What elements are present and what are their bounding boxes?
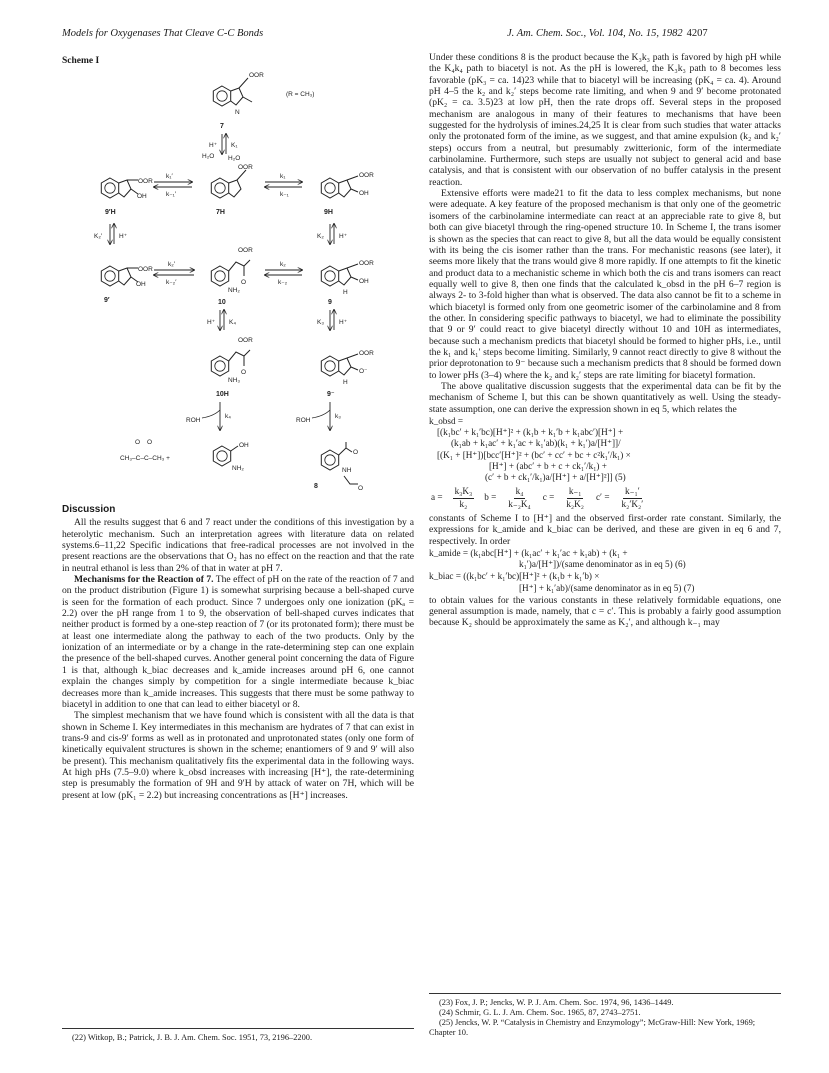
paragraph-constants: constants of Scheme I to [H⁺] and the observed first-order rate constant. Similarly, the expressions for k_amide and k_biac can be derived, and these are given in eq 6 and 7, respectively. In order bbox=[429, 512, 781, 547]
atom-n: N bbox=[235, 109, 240, 116]
roh-label-2: ROH bbox=[296, 417, 311, 424]
running-header-title: Models for Oxygenases That Cleave C-C Bonds bbox=[62, 28, 264, 39]
substituent-oor: OOR bbox=[359, 260, 374, 267]
equation-6 bbox=[429, 548, 781, 570]
paragraph-conditions: Under these conditions 8 is the product because the K₃k₃ path is favored by high pH while the K₄k₄ path to biacetyl is not. As the pH is lowered, the K₃k₃ path to 8 becomes less favorable (pK₃ = ca. 14)23 while that to biacetyl will be increasing (pK₄ = ca. 4). Around pH 4–5 the k₂ and k₂′ steps become rate limiting, and when 9 and 9′ become protonated (pK₂ = ca. 3.5)23 at low pH, then the rate drops off. Several steps in the proposed mechanism are analogous in many of their features to mechanisms that have been suggested for the hydrolysis of imines.24,25 It is clear from such studies that water attacks only the protonated form of the imine, as we suggest, and that amine expulsion (k₂ and k₂′ steps) occurs from a neutral, but presumably zwitterionic, form of the intermediate carbinolamine. Furthermore, such steps are usually not subject to general acid and base catalysis, and that is consistent with our observation of no buffer catalysis in the present reaction. bbox=[429, 52, 781, 188]
eq5-line-5-text: (c′ + b + ck₁′/k₁)a/[H⁺] + a/[H⁺]²]] bbox=[485, 472, 613, 483]
paragraph-qualitative: The above qualitative discussion suggests that the experimental data can be fit by the mechanism of Scheme I, but this can be shown quantitatively as well. Using the steady-state assumption, one can derive the expression shown in eq 5, which relates the bbox=[429, 380, 781, 415]
label-9H: 9H bbox=[324, 209, 333, 216]
const-cp-num: k₋₁′ bbox=[623, 486, 642, 498]
compound-10 bbox=[211, 247, 253, 306]
paragraph-assumption: to obtain values for the various constants in these relatively formidable equations, one general assumption is made, namely, that c = c′. This is probably a fairly good assumption because K₂ should be approximately the same as K₂′, and although k₋₁ may bbox=[429, 594, 781, 629]
atom-o: O bbox=[353, 449, 359, 456]
eq5-line-4: [H⁺] + (abc′ + b + c + ck₁′/k₁) + bbox=[489, 460, 607, 471]
footnote-24: (24) Schmir, G. L. J. Am. Chem. Soc. 1965, 87, 2743–2751. bbox=[439, 1008, 641, 1017]
eq5-line-2: (k₁ab + k₁ac′ + k₁′ac + k₁′ab)(k₁ + k₁′)a/[H⁺]]/ bbox=[451, 438, 621, 449]
label-7H: 7H bbox=[216, 209, 225, 216]
label-k1-prime: k₁′ bbox=[166, 173, 173, 180]
label-k-minus2-prime: k₋₂′ bbox=[166, 279, 177, 286]
compound-9 bbox=[321, 260, 374, 306]
substituent-oh: OH bbox=[359, 278, 369, 285]
label-10H: 10H bbox=[216, 391, 229, 398]
atom-o: O bbox=[241, 279, 247, 286]
substituent-oor: OOR bbox=[238, 164, 253, 171]
carbonyl-o-2: O bbox=[147, 439, 153, 446]
label-9H-prime: 9′H bbox=[105, 209, 116, 216]
carbonyl-o-1: O bbox=[135, 439, 141, 446]
const-c-den: k₂K₂ bbox=[566, 498, 584, 509]
compound-10H bbox=[211, 337, 253, 398]
label-K2-prime: K₂′ bbox=[94, 233, 103, 240]
atom-o: O bbox=[358, 485, 364, 492]
const-c-lhs: c = bbox=[542, 492, 555, 503]
label-hplus-3: H⁺ bbox=[339, 233, 348, 240]
substituent-oh: OH bbox=[239, 442, 249, 449]
substituent-oor: OOR bbox=[138, 178, 153, 185]
substituent-oor: OOR bbox=[238, 337, 253, 344]
atom-nh: H bbox=[343, 379, 348, 386]
roh-label-1: ROH bbox=[186, 417, 201, 424]
label-7: 7 bbox=[220, 123, 224, 130]
const-b-fraction bbox=[506, 486, 532, 510]
label-9-prime: 9′ bbox=[104, 297, 110, 304]
eq6-line-1: k_amide = (k₁abc[H⁺] + (k₁ac′ + k₁′ac + k₁ab) + (k₁ + bbox=[429, 547, 628, 558]
paragraph-discussion-1: All the results suggest that 6 and 7 react under the conditions of this investigation by a heterolytic mechanism. Such an interpretation agrees with literature data on related systems.6–11,22 Specific indications that free-radical processes are not involved in the present reactions are the observations that O₂ has no effect on the reaction and that the rate in neutral ethanol is less than 2% of that in water at pH 7. bbox=[62, 517, 414, 574]
scheme-drawing bbox=[62, 66, 422, 501]
eq5-line-3: [(K₁ + [H⁺])[bcc′[H⁺]² + (bc′ + cc′ + bc + c²k₁′/k₁) × bbox=[437, 449, 631, 460]
label-k-minus1-prime: k₋₁′ bbox=[166, 191, 177, 198]
substituent-oor: OOR bbox=[249, 72, 264, 79]
const-a-lhs: a = bbox=[431, 492, 443, 503]
paragraph-efforts: Extensive efforts were made21 to fit the data to less complex mechanisms, but none were adequate. A key feature of the proposed mechanism is that only one of the geometric isomers of the carbinolamine intermediate can react at an appreciable rate to give 8, but both can give biacetyl through the ring-opened structure 10. In Scheme I, the trans isomer is shown as the species that can react to give 8, but all the data would be equally consistent with its being the cis isomer rather than the trans. For mechanistic reasons (see later), it seems more likely that the trans would give 8 more rapidly. If one attempts to fit the kinetic and product data to a mechanistic scheme in which both the cis and trans isomers can react equally well to give 8, then one finds that the calculated k_obsd in the pH 6–7 region is always 2- to 3-fold higher than what is observed. The data also cannot be fit to a scheme in which biacetyl is formed only from one geometric isomer of the carbinolamine and 8 from the other. In considering specific pathways to biacetyl, we had to eliminate the possibility that 9 or 9′ could react to give biacetyl directly without 10 and 10H as intermediates, because such a mechanism predicts that biacetyl should be formed to higher pHs, i.e., until the k₁ and k₁′ steps become limiting. Similarly, 9 cannot react directly to give 8 without the prior deprotonation to 9⁻ because such a mechanism predicts that 8 should be formed down to lower pHs (3–4) where the k₂ and k₂′ steps are rate limiting for biacetyl formation. bbox=[429, 188, 781, 381]
substituent-nh3: NH₃ bbox=[228, 377, 241, 384]
left-column bbox=[62, 504, 414, 801]
const-a-num: k₃K₃ bbox=[453, 486, 475, 498]
section-heading-discussion: Discussion bbox=[62, 504, 116, 515]
substituent-oh: OH bbox=[137, 193, 147, 200]
eq7-line-1: k_biac = ((k₁bc′ + k₁′bc)[H⁺]² + (k₁b + k₁′b) × bbox=[429, 571, 600, 582]
eq5-lhs: k_obsd = bbox=[429, 416, 464, 426]
reaction-scheme bbox=[62, 66, 422, 501]
eq5-number: (5) bbox=[615, 472, 626, 483]
journal-citation: J. Am. Chem. Soc., Vol. 104, No. 15, 1982 bbox=[507, 28, 683, 39]
footnote-22: (22) Witkop, B.; Patrick, J. B. J. Am. Chem. Soc. 1951, 73, 2196–2200. bbox=[72, 1033, 313, 1042]
substituent-oh: OH bbox=[136, 281, 146, 288]
const-cp-den: k₂′K₂′ bbox=[621, 498, 644, 509]
const-b-den: k₋₂K₄ bbox=[508, 498, 531, 509]
eq7-line-2: [H⁺] + k₁′ab)/(same denominator as in eq 5) (7) bbox=[519, 582, 695, 593]
const-a-den: k₂ bbox=[459, 498, 468, 509]
substituent-oor: OOR bbox=[359, 350, 374, 357]
footnotes-right bbox=[429, 993, 781, 1038]
product-biacetyl bbox=[120, 439, 170, 462]
footnote-25: (25) Jencks, W. P. “Catalysis in Chemistry and Enzymology”; McGraw-Hill: New York, 1969; Chapter 10. bbox=[429, 1018, 756, 1037]
equation-7 bbox=[429, 571, 781, 593]
substituent-nh2: NH₂ bbox=[228, 287, 240, 294]
compound-7H bbox=[211, 155, 253, 216]
eq6-line-2: k₁′)a/[H⁺])/(same denominator as in eq 5) (6) bbox=[519, 559, 686, 570]
const-cp-lhs: c′ = bbox=[595, 492, 610, 503]
const-b-lhs: b = bbox=[484, 492, 497, 503]
right-column bbox=[429, 52, 781, 629]
label-hplus-5: H⁺ bbox=[339, 319, 348, 326]
label-k3: k₃ bbox=[335, 413, 341, 420]
label-K2: K₂ bbox=[317, 233, 324, 240]
const-c-fraction bbox=[564, 486, 586, 510]
running-header-journal bbox=[507, 28, 708, 39]
footnotes-left bbox=[62, 1028, 414, 1043]
scheme-label: Scheme I bbox=[62, 56, 100, 66]
label-hplus-4: H⁺ bbox=[207, 319, 216, 326]
compound-7 bbox=[213, 72, 314, 130]
equation-constants bbox=[431, 486, 781, 510]
label-k-minus2: k₋₂ bbox=[278, 279, 288, 286]
substituent-oor: OOR bbox=[359, 172, 374, 179]
equation-5 bbox=[429, 416, 781, 483]
const-b-num: k₄ bbox=[514, 486, 526, 498]
r-note: (R = CH₃) bbox=[286, 91, 315, 98]
substituent-nh2: NH₂ bbox=[232, 465, 244, 472]
product-aminophenol bbox=[213, 442, 249, 472]
label-k2: k₂ bbox=[280, 261, 286, 268]
atom-nh: NH bbox=[342, 467, 352, 474]
eq5-line-1: [(k₁bc′ + k₁′bc)[H⁺]² + (k₁b + k₁′b + k₁abc′)[H⁺] + bbox=[437, 427, 624, 438]
compound-9H bbox=[321, 172, 374, 216]
const-c-num: k₋₁ bbox=[567, 486, 584, 498]
water-label-2: H₂O bbox=[228, 155, 241, 162]
label-k4: k₄ bbox=[225, 413, 231, 420]
paragraph-mechanisms bbox=[62, 574, 414, 710]
label-9: 9 bbox=[328, 299, 332, 306]
eq5-line-5 bbox=[429, 472, 781, 483]
substituent-oor: OOR bbox=[238, 247, 253, 254]
label-k1: k₁ bbox=[280, 173, 286, 180]
substituent-o-minus: O⁻ bbox=[359, 368, 368, 375]
label-K4: K₄ bbox=[229, 319, 236, 326]
label-8: 8 bbox=[314, 483, 318, 490]
substituent-oh: OH bbox=[359, 190, 369, 197]
label-k-minus1: k₋₁ bbox=[280, 191, 289, 198]
biacetyl-formula: CH₃–C–C–CH₃ + bbox=[120, 455, 170, 462]
substituent-oor: OOR bbox=[138, 266, 153, 273]
compound-9H-prime bbox=[101, 178, 153, 216]
paragraph-mechanisms-body: The effect of pH on the rate of the reaction of 7 and on the product distribution (Figure 1) is somewhat surprising because a bell-shaped curve is seen for the formation of each product. Since 7 undergoes only one ionization (pKₐ = 2.2) over the pH range from 1 to 9, the observation of bell-shaped curves indicates that neither product is formed by a one-step reaction of 7 (or its protonated form); there must be at least one intermediate along the pathway to each of the two products. Only by the ionization of an intermediate or by a change in the rate-determining step can one explain the presence of the bell-shaped curves. Another general point concerning the data of Figure 1 is that, although k_biac decreases and k_amide increases around pH 6, one cannot explain the changes simply by competition for a single intermediate because k_biac decreases more than k_amide increases. This suggests that there must be some pathway to biacetyl in addition to one that can lead to either biacetyl or 8. bbox=[62, 574, 414, 710]
const-cp-fraction bbox=[620, 486, 646, 510]
compound-9-prime bbox=[101, 266, 153, 304]
water-label: H₂O bbox=[202, 153, 215, 160]
label-k2-prime: k₂′ bbox=[168, 261, 175, 268]
label-K3: K₃ bbox=[317, 319, 324, 326]
atom-nh: H bbox=[343, 289, 348, 296]
footnote-23: (23) Fox, J. P.; Jencks, W. P. J. Am. Chem. Soc. 1974, 96, 1436–1449. bbox=[439, 998, 674, 1007]
compound-9-minus bbox=[321, 350, 374, 398]
label-hplus-1: H⁺ bbox=[209, 142, 218, 149]
paragraph-simplest-mechanism: The simplest mechanism that we have found which is consistent with all the data is that shown in Scheme I. Key intermediates in this mechanism are hydrates of 7 that can exist in trans-9 and cis-9′ forms as well as in protonated and unprotonated states (only one form of kinetically equivalent structures is shown in the scheme; enantiomers of 9 and 9′ will also be present). This mechanism qualitatively fits the experimental data in the following ways. At high pHs (7.5–9.0) where k_obsd increases with increasing [H⁺], the rate-determining step is presumably the formation of 9H and 9′H by attack of water on 7H, which will be present at low (pK₁ = 2.2) but increasing concentrations as [H⁺] increases. bbox=[62, 710, 414, 801]
const-a-fraction bbox=[453, 486, 475, 510]
runin-heading: Mechanisms for the Reaction of 7. bbox=[74, 574, 214, 586]
label-hplus-2: H⁺ bbox=[119, 233, 128, 240]
compound-8 bbox=[314, 442, 363, 492]
label-9-minus: 9⁻ bbox=[327, 391, 335, 398]
label-10: 10 bbox=[218, 299, 226, 306]
page-number: 4207 bbox=[686, 28, 708, 39]
atom-o: O bbox=[241, 369, 247, 376]
label-K1: K₁ bbox=[231, 142, 238, 149]
